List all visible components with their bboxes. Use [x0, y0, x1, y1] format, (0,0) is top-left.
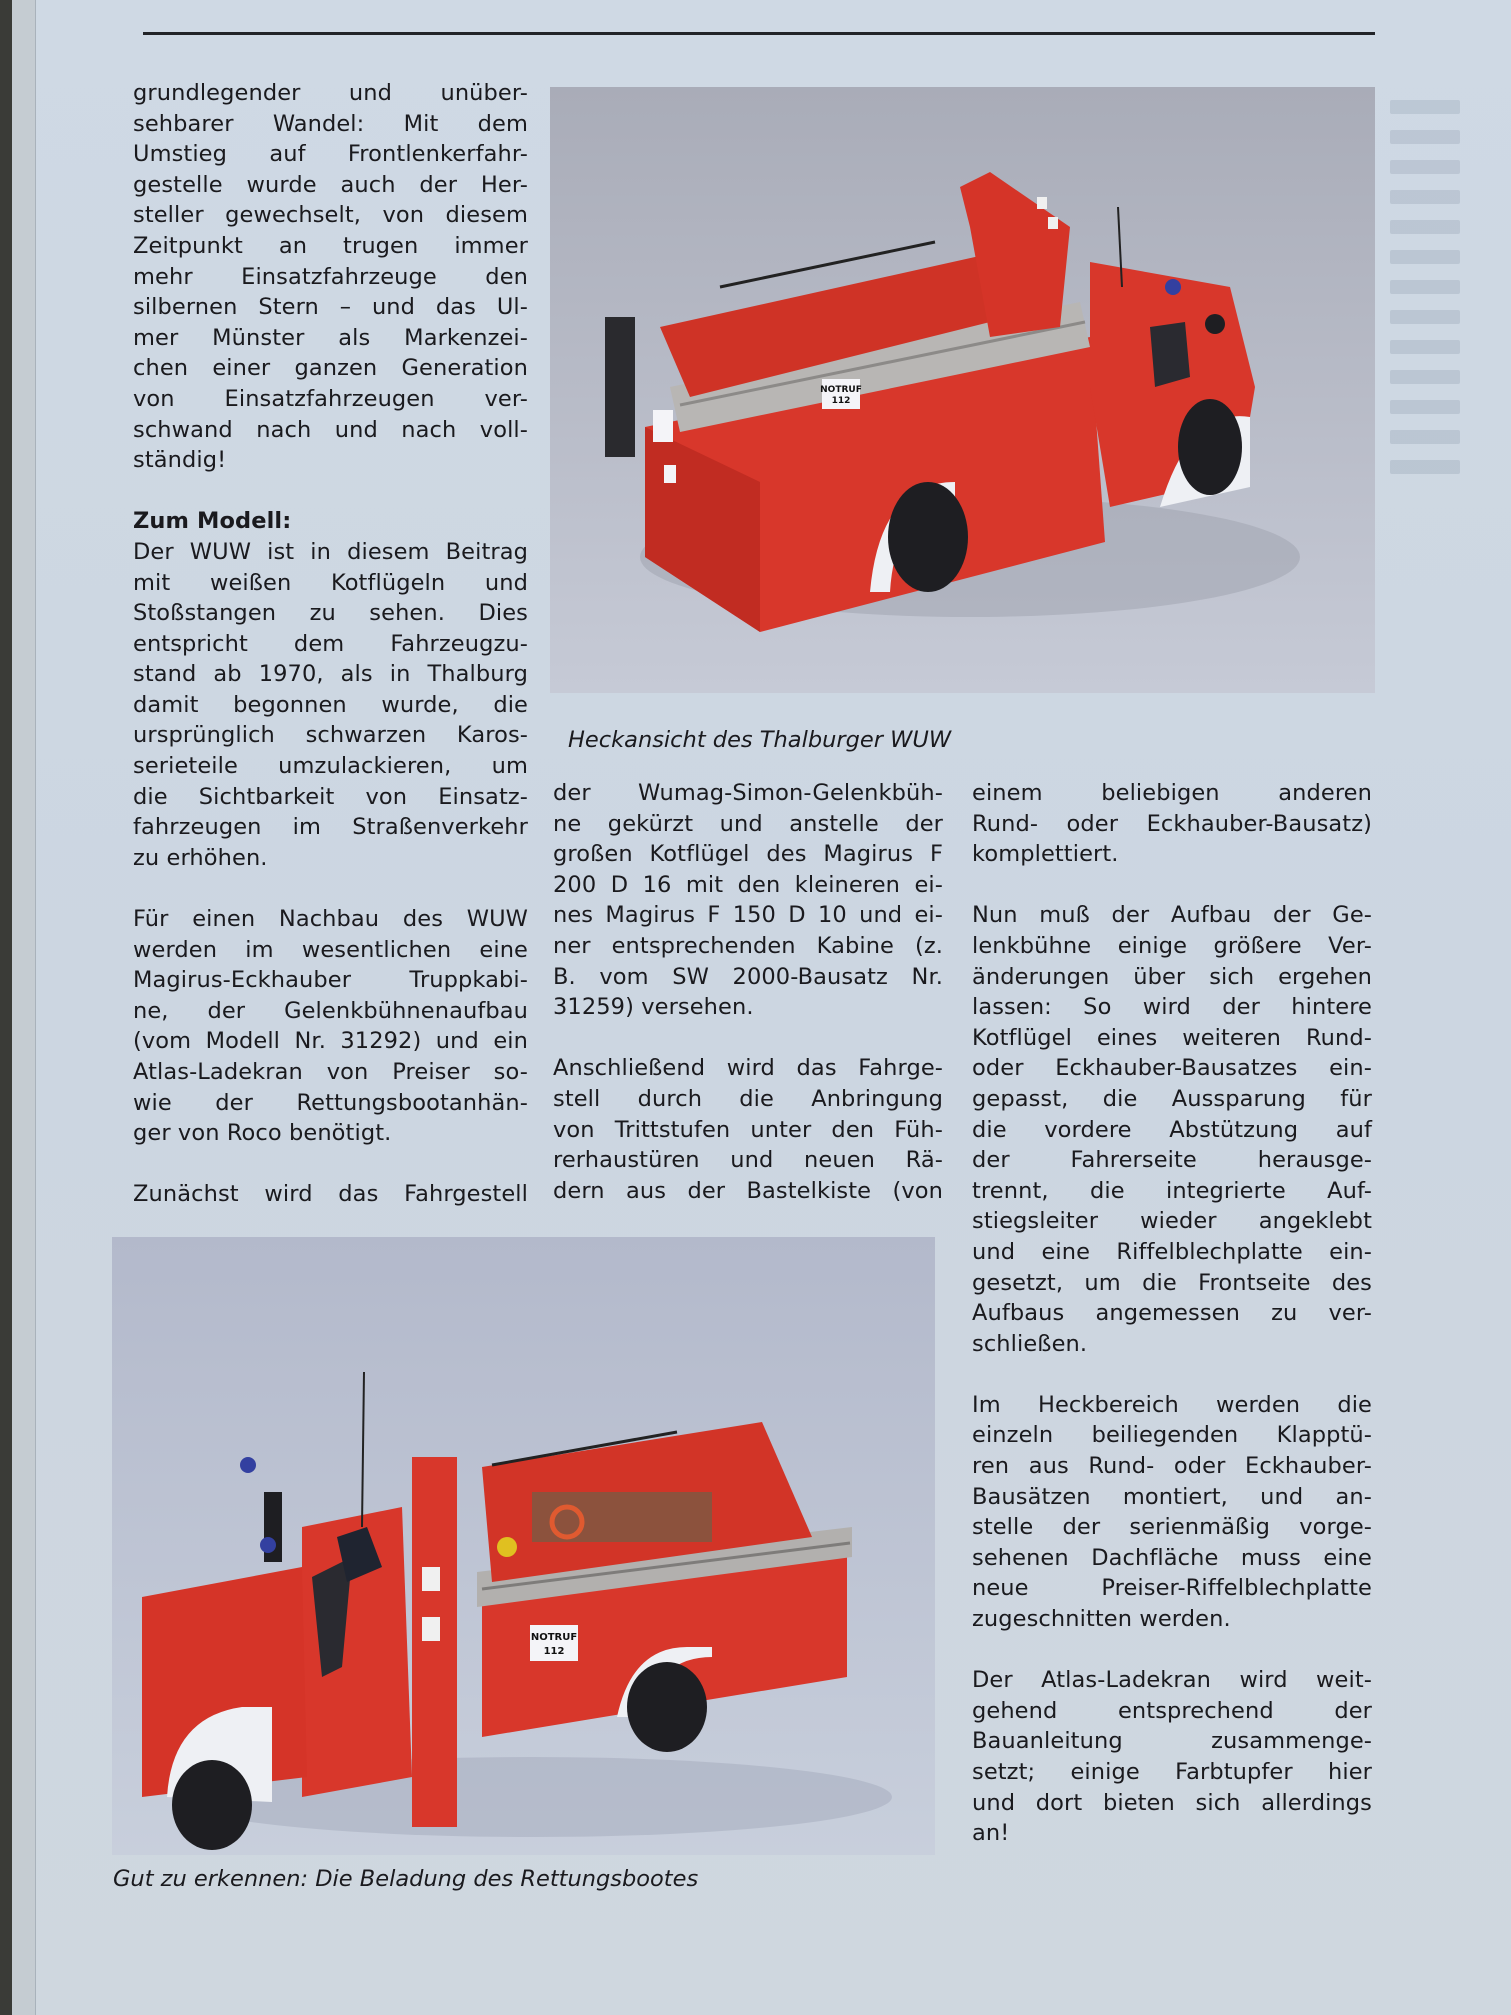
text-line: (vom Modell Nr. 31292) und ein: [133, 1028, 528, 1055]
text-line: steller gewechselt, von diesem: [133, 202, 528, 229]
text-line: lenkbühne einige größere Ver-: [972, 932, 1372, 959]
page-edge: [12, 0, 36, 2015]
text-line: Im Heckbereich werden die: [972, 1391, 1372, 1418]
text-line: Rund- oder Eckhauber-Bausatz): [972, 810, 1372, 837]
text-line: Anschließend wird das Fahrge-: [553, 1055, 943, 1082]
text-line: neue Preiser-Riffelblechplatte: [972, 1575, 1372, 1602]
text-line: Bauanleitung zusammenge-: [972, 1728, 1372, 1755]
text-line: stelle der serienmäßig vorge-: [972, 1514, 1372, 1541]
text-line: oder Eckhauber-Bausatzes ein-: [972, 1055, 1372, 1082]
text-line: rerhaustüren und neuen Rä-: [553, 1147, 943, 1174]
text-line: Umstieg auf Frontlenkerfahr-: [133, 141, 528, 168]
paragraph: [972, 1665, 1372, 1849]
text-line: ursprünglich schwarzen Karos-: [133, 722, 528, 749]
notruf-plate-side: [530, 1625, 578, 1661]
text-line: wie der Rettungsbootanhän-: [133, 1089, 528, 1116]
scan-edge-dark: [0, 0, 12, 2015]
text-line: Bausätzen montiert, und an-: [972, 1483, 1372, 1510]
photo-caption: Gut zu erkennen: Die Beladung des Rettungsbootes: [113, 1866, 699, 1892]
text-line: setzt; einige Farbtupfer hier: [972, 1759, 1372, 1785]
paragraph: [553, 778, 943, 1023]
text-line: mer Münster als Markenzei-: [133, 324, 528, 351]
paragraph: [553, 1053, 943, 1206]
text-line: änderungen über sich ergehen: [972, 963, 1372, 990]
svg-text:112: 112: [831, 396, 851, 406]
text-line: ren aus Rund- oder Eckhauber-: [972, 1453, 1372, 1480]
text-line: lassen: So wird der hintere: [972, 994, 1372, 1021]
text-line: ne, der Gelenkbühnenaufbau: [133, 997, 528, 1024]
text-line: schließen.: [972, 1330, 1088, 1357]
paragraph: [972, 778, 1372, 870]
text-column-left: [133, 78, 528, 1241]
text-line: die Sichtbarkeit von Einsatz-: [133, 783, 528, 810]
paragraph: [133, 904, 528, 1149]
text-line: B. vom SW 2000-Bausatz Nr.: [553, 963, 943, 990]
notruf-plate-side: [820, 379, 862, 409]
header-rule: [143, 32, 1375, 35]
text-line: ne gekürzt und anstelle der: [553, 810, 943, 837]
text-line: silbernen Stern – und das Ul-: [133, 294, 528, 321]
text-line: Der WUW ist in diesem Beitrag: [133, 538, 528, 565]
text-line: serieteile umzulackieren, um: [133, 753, 528, 780]
text-line: sehbarer Wandel: Mit dem: [133, 110, 528, 137]
text-line: mit weißen Kotflügeln und: [133, 569, 528, 596]
text-line: gestelle wurde auch der Her-: [133, 171, 528, 198]
text-line: Für einen Nachbau des WUW: [133, 906, 528, 933]
text-line: von Einsatzfahrzeugen ver-: [133, 385, 528, 412]
text-line: zu erhöhen.: [133, 844, 268, 871]
paragraph: [133, 78, 528, 476]
photo-side-view-truck: [112, 1237, 935, 1855]
text-line: fahrzeugen im Straßenverkehr: [133, 814, 528, 841]
text-line: dern aus der Bastelkiste (von: [553, 1177, 943, 1204]
text-line: zugeschnitten werden.: [972, 1606, 1231, 1633]
text-line: Kotflügel eines weiteren Rund-: [972, 1024, 1372, 1051]
text-line: gepasst, die Aussparung für: [972, 1085, 1372, 1112]
text-line: stand ab 1970, als in Thalburg: [133, 661, 528, 688]
text-line: einzeln beiliegenden Klapptü-: [972, 1422, 1372, 1449]
bleed-through-text: [1390, 100, 1460, 520]
text-line: ner entsprechenden Kabine (z.: [553, 932, 943, 959]
text-line: von Trittstufen unter den Füh-: [553, 1116, 943, 1143]
text-line: chen einer ganzen Generation: [133, 355, 528, 382]
text-line: gehend entsprechend der: [972, 1697, 1372, 1724]
text-line: schwand nach und nach voll-: [133, 416, 528, 443]
text-line: sehenen Dachfläche muss eine: [972, 1544, 1372, 1571]
text-line: stell durch die Anbringung: [553, 1085, 943, 1112]
paragraph: [133, 1179, 528, 1210]
text-line: Zeitpunkt an trugen immer: [133, 232, 528, 259]
text-line: der Fahrerseite herausge-: [972, 1147, 1372, 1174]
text-line: damit begonnen wurde, die: [133, 691, 528, 718]
text-line: 200 D 16 mit den kleineren ei-: [553, 871, 943, 898]
text-line: der Wumag-Simon-Gelenkbüh-: [553, 780, 943, 806]
text-line: die vordere Abstützung auf: [972, 1116, 1372, 1143]
svg-text:112: 112: [543, 1646, 565, 1657]
fire-truck-rear-illustration: [550, 87, 1375, 693]
section-paragraph: [133, 506, 528, 873]
text-line: großen Kotflügel des Magirus F: [553, 841, 943, 868]
text-line: mehr Einsatzfahrzeuge den: [133, 263, 528, 290]
fire-truck-side-illustration: [112, 1237, 935, 1855]
text-line: 31259) versehen.: [553, 994, 754, 1021]
text-column-middle: [553, 778, 943, 1237]
text-line: und dort bieten sich allerdings: [972, 1789, 1372, 1816]
svg-text:NOTRUF: NOTRUF: [530, 1632, 578, 1643]
text-line: komplettiert.: [972, 841, 1119, 868]
text-line: trennt, die integrierte Auf-: [972, 1177, 1372, 1204]
text-line: Magirus-Eckhauber Truppkabi-: [133, 967, 528, 994]
text-line: Der Atlas-Ladekran wird weit-: [972, 1667, 1372, 1694]
text-line: stiegsleiter wieder angeklebt: [972, 1208, 1372, 1235]
photo-caption: Heckansicht des Thalburger WUW: [568, 727, 952, 753]
text-column-right: [972, 778, 1372, 1879]
text-line: gesetzt, um die Frontseite des: [972, 1269, 1372, 1296]
text-line: ger von Roco benötigt.: [133, 1120, 392, 1147]
text-line: nes Magirus F 150 D 10 und ei-: [553, 902, 943, 929]
text-line: einem beliebigen anderen: [972, 780, 1372, 806]
text-line: grundlegender und unüber-: [133, 80, 528, 106]
paragraph: [972, 900, 1372, 1359]
text-line: werden im wesentlichen eine: [133, 936, 528, 963]
svg-text:NOTRUF: NOTRUF: [820, 385, 862, 395]
text-line: Aufbaus angemessen zu ver-: [972, 1300, 1372, 1327]
paragraph: [972, 1390, 1372, 1635]
text-line: Stoßstangen zu sehen. Dies: [133, 600, 528, 627]
photo-rear-view-truck: [550, 87, 1375, 693]
text-line: Zunächst wird das Fahrgestell: [133, 1181, 528, 1208]
section-heading: Zum Modell:: [133, 508, 292, 535]
text-line: entspricht dem Fahrzeugzu-: [133, 630, 528, 657]
text-line: und eine Riffelblechplatte ein-: [972, 1238, 1372, 1265]
text-line: Atlas-Ladekran von Preiser so-: [133, 1059, 528, 1085]
text-line: an!: [972, 1820, 1010, 1847]
text-line: ständig!: [133, 447, 227, 474]
text-line: Nun muß der Aufbau der Ge-: [972, 902, 1372, 929]
